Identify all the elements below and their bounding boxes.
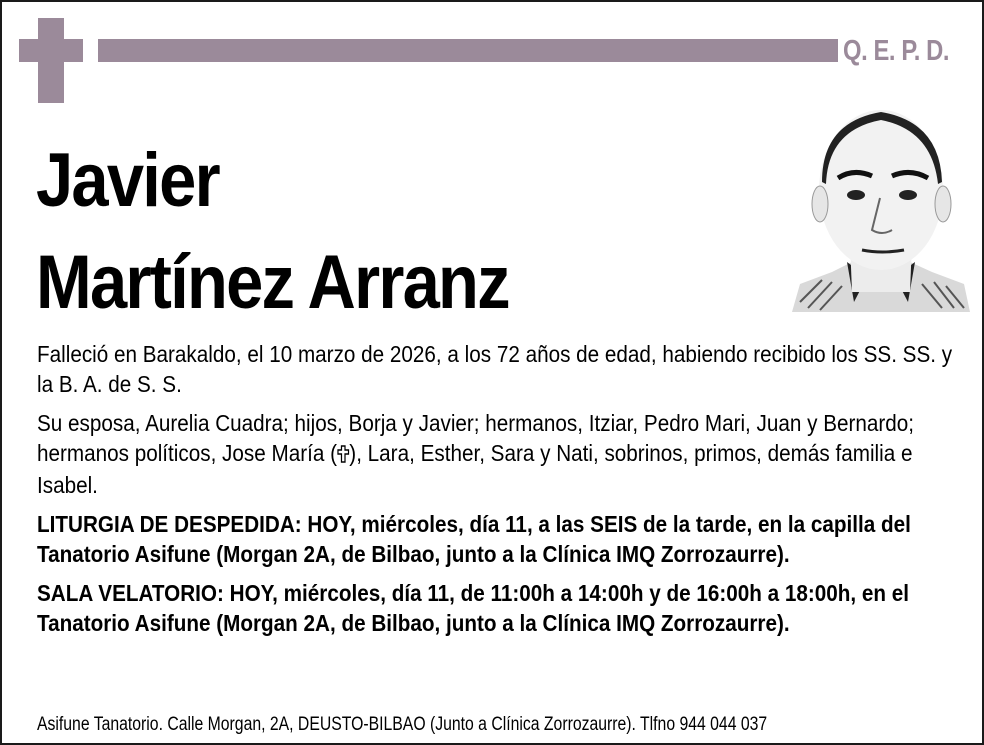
liturgy-paragraph: LITURGIA DE DESPEDIDA: HOY, miércoles, día 11, a las SEIS de la tarde, en la capilla del Tanatorio Asifune (Morgan 2A, de Bilbao, junto a la Clínica IMQ Zorrozaurre). bbox=[37, 511, 911, 567]
death-notice-paragraph: Falleció en Barakaldo, el 10 marzo de 2026, a los 72 años de edad, habiendo recibido los SS. SS. y la B. A. de S. S. bbox=[37, 341, 953, 397]
deceased-last-names: Martínez Arranz bbox=[36, 240, 509, 325]
portrait-image bbox=[792, 102, 970, 312]
deceased-photo bbox=[792, 102, 970, 312]
notice-body bbox=[37, 339, 952, 647]
family-text-part2: ), Lara, Esther, Sara y Nati, sobrinos, primos, demás familia e Isabel. bbox=[37, 440, 913, 498]
family-text-part1: Su esposa, Aurelia Cuadra; hijos, Borja y Javier; hermanos, Itziar, Pedro Mari, Juan y Bernardo; hermanos políticos, Jose María ( bbox=[37, 410, 915, 466]
deceased-first-name: Javier bbox=[36, 138, 219, 223]
header-rule-bar bbox=[98, 39, 838, 62]
funeral-home-footer: Asifune Tanatorio. Calle Morgan, 2A, DEUSTO-BILBAO (Junto a Clínica Zorrozaurre). Tlfno 944 044 037 bbox=[37, 714, 768, 735]
wake-room-paragraph: SALA VELATORIO: HOY, miércoles, día 11, de 11:00h a 14:00h y de 16:00h a 18:00h, en el Tanatorio Asifune (Morgan 2A, de Bilbao, junto a la Clínica IMQ Zorrozaurre). bbox=[37, 580, 909, 636]
deceased-name bbox=[36, 130, 509, 334]
cross-icon-horizontal bbox=[19, 39, 83, 62]
family-paragraph bbox=[37, 408, 952, 500]
qepd-label: Q. E. P. D. bbox=[843, 35, 950, 67]
deceased-cross-icon bbox=[337, 440, 349, 470]
